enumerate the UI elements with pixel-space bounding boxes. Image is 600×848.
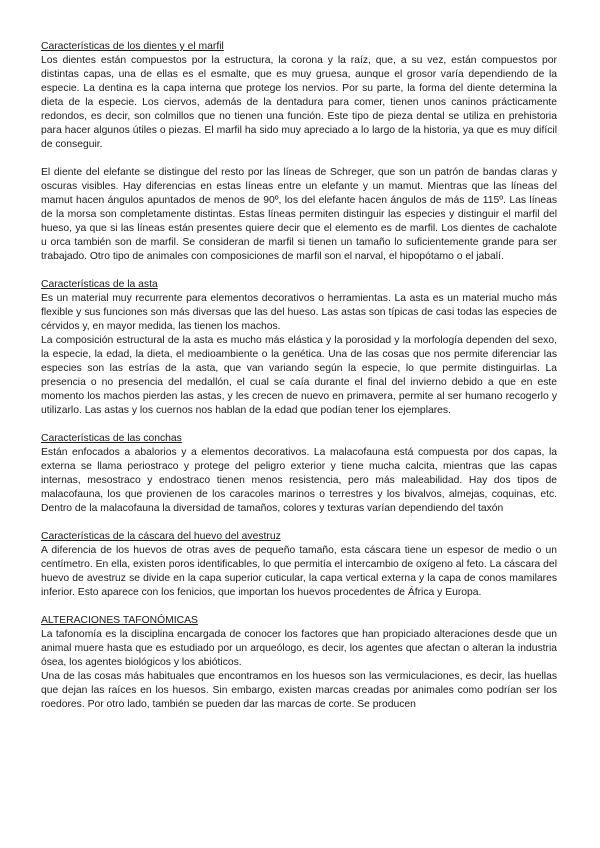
section-heading: Características de la cáscara del huevo del avestruz [41, 531, 281, 542]
section-gap [41, 264, 557, 278]
section-alteraciones-tafonomicas [41, 614, 557, 712]
paragraph: Una de las cosas más habituales que encontramos en los huesos son las vermiculaciones, es decir, las huellas que dejan las raíces en los huesos. Sin embargo, existen marcas creadas por animales como podrían ser los roedores. Por otro lado, también se pueden dar las marcas de corte. Se producen [41, 671, 557, 710]
paragraph: A diferencia de los huevos de otras aves de pequeño tamaño, esta cáscara tiene un espesor de medio o un centímetro. En ella, existen poros identificables, lo que permitía el intercambio de oxígeno al feto. La cáscara del huevo de avestruz se divide en la capa superior cuticular, la capa vertical externa y la capa de conos mamilares inferior. Esto aparece con los fenicios, que importan los huevos procedentes de África y Europa. [41, 545, 557, 598]
section-conchas [41, 432, 557, 516]
section-heading: Características de la asta [41, 279, 158, 290]
section-dientes-marfil [41, 40, 557, 264]
paragraph: Los dientes están compuestos por la estructura, la corona y la raíz, que, a su vez, están compuestos por distintas capas, una de ellas es el esmalte, que es muy gruesa, aunque el grosor varía dependiendo de la especie. La dentina es la capa interna que protege los nervios. Por su parte, la forma del diente determina la dieta de la especie. Los ciervos, además de la dentadura para comer, tienen unos caninos prácticamente redondos, es decir, son colmillos que no tienen una función. Este tipo de pieza dental se utiliza en prehistoria para hacer algunos útiles o piezas. El marfil ha sido muy apreciado a lo largo de la historia, ya que es muy difícil de conseguir. [41, 55, 557, 150]
document-page [41, 40, 557, 712]
section-asta [41, 278, 557, 418]
paragraph: Están enfocados a abalorios y a elementos decorativos. La malacofauna está compuesta por dos capas, la externa se llama periostraco y protege del peligro exterior y tiene mucha calcita, mientras que las capas internas, mesostraco y endostraco tienen menos resistencia, pero más maleabilidad. Hay dos tipos de malacofauna, los que provienen de los caracoles marinos o terrestres y los bivalvos, almejas, coquinas, etc. Dentro de la malacofauna la diversidad de tamaños, colores y texturas varían dependiendo del taxón [41, 447, 557, 514]
paragraph: La composición estructural de la asta es mucho más elástica y la porosidad y la morfología dependen del sexo, la especie, la edad, la dieta, el medioambiente o la genética. Una de las cosas que nos permite diferenciar las especies son las estrías de la asta, que van variando según la especie, lo que permite distinguirlas. La presencia o no presencia del medallón, el cual se caía durante el final del invierno debido a que en este momento los machos pierden las astas, y les crecen de nuevo en primavera, permite al ser humano recogerlo y utilizarlo. Las astas y los cuernos nos hablan de la edad que podían tener los ejemplares. [41, 335, 557, 416]
section-heading: Características de las conchas [41, 433, 182, 444]
paragraph: Es un material muy recurrente para elementos decorativos o herramientas. La asta es un material mucho más flexible y sus funciones son más diversas que las del hueso. Las astas son típicas de casi todas las especies de cérvidos y, en mayor medida, las tienen los machos. [41, 293, 557, 332]
section-heading: Características de los dientes y el marfil [41, 41, 224, 52]
section-gap [41, 600, 557, 614]
section-heading: ALTERACIONES TAFONÓMICAS [41, 615, 198, 626]
section-gap [41, 418, 557, 432]
paragraph-gap [41, 152, 557, 166]
section-gap [41, 516, 557, 530]
section-huevo-avestruz [41, 530, 557, 600]
paragraph: La tafonomía es la disciplina encargada de conocer los factores que han propiciado alteraciones desde que un animal muere hasta que es estudiado por un arqueólogo, es decir, los agentes que afectan o alteran la industria ósea, los agentes biológicos y los abióticos. [41, 629, 557, 668]
paragraph: El diente del elefante se distingue del resto por las líneas de Schreger, que son un patrón de bandas claras y oscuras visibles. Hay diferencias en estas líneas entre un elefante y un mamut. Mientras que las líneas del mamut hacen ángulos apuntados de menos de 90º, los del elefante hacen ángulos de más de 115º. Las líneas de la morsa son completamente distintas. Estas líneas permiten distinguir las especies y distinguir el marfil del hueso, ya que si las líneas están presentes quiere decir que el elemento es de marfil. Los dientes de cachalote u orca también son de marfil. Se consideran de marfil si tienen un tamaño lo suficientemente grande para ser trabajado. Otro tipo de animales con composiciones de marfil son el narval, el hipopótamo o el jabalí. [41, 167, 557, 262]
